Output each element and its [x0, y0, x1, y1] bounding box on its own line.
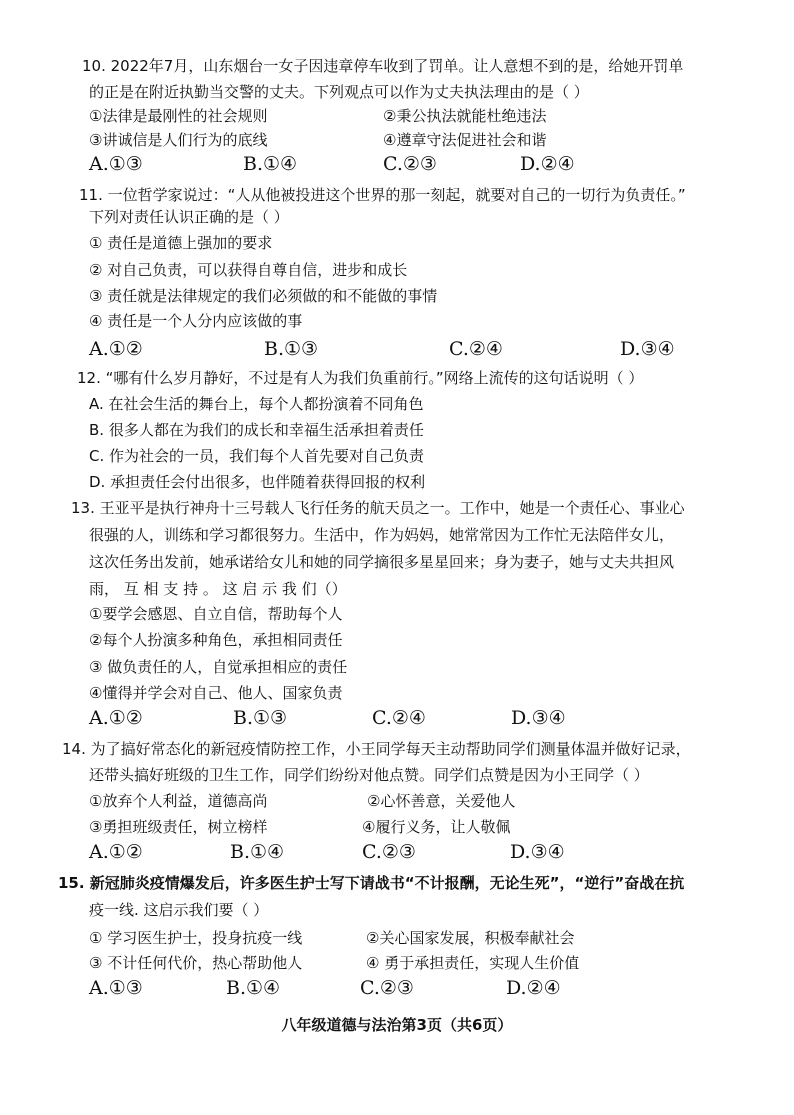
- q15-statement-4: ④ 勇于承担责任，实现人生价值: [366, 954, 580, 972]
- q14-statement-1: ①放弃个人利益，道德高尚: [89, 792, 268, 810]
- q10-stem-line2: 的正是在附近执勤当交警的丈夫。下列观点可以作为丈夫执法理由的是（ ）: [89, 83, 589, 101]
- q11-option-c[interactable]: C.②④: [449, 338, 503, 360]
- q10-statement-1: ①法律是最刚性的社会规则: [89, 107, 268, 125]
- q11-option-d[interactable]: D.③④: [620, 338, 675, 360]
- q13-stem-line2: 很强的人，训练和学习都很努力。生活中，作为妈妈，她常常因为工作忙无法陪伴女儿，: [89, 526, 675, 544]
- q10-option-d[interactable]: D.②④: [520, 153, 575, 175]
- q15-option-c[interactable]: C.②③: [360, 977, 414, 999]
- q13-statement-2: ②每个人扮演多种角色，承担相同责任: [89, 631, 343, 649]
- q12-stem-line1: 12. “哪有什么岁月静好，不过是有人为我们负重前行。”网络上流传的这句话说明（ ）: [77, 369, 644, 387]
- q13-option-b[interactable]: B.①③: [233, 707, 288, 729]
- q15-option-d[interactable]: D.②④: [506, 977, 561, 999]
- q13-stem-line1: 13. 王亚平是执行神舟十三号载人飞行任务的航天员之一。工作中，她是一个责任心、事业心: [71, 499, 685, 517]
- q13-option-d[interactable]: D.③④: [511, 707, 566, 729]
- q13-statement-1: ①要学会感恩、自立自信，帮助每个人: [89, 605, 343, 623]
- q12-option-d[interactable]: D. 承担责任会付出很多，也伴随着获得回报的权利: [89, 473, 426, 491]
- q10-option-b[interactable]: B.①④: [243, 153, 298, 175]
- q11-stem-line1: 11. 一位哲学家说过：“人从他被投进这个世界的那一刻起，就要对自己的一切行为负责任。”: [79, 186, 686, 204]
- q11-stem-line2: 下列对责任认识正确的是（ ）: [89, 208, 289, 226]
- q10-statement-4: ④遵章守法促进社会和谐: [383, 131, 547, 149]
- q15-statement-3: ③ 不计任何代价，热心帮助他人: [89, 954, 303, 972]
- q13-statement-3: ③ 做负责任的人，自觉承担相应的责任: [89, 658, 348, 676]
- q14-option-c[interactable]: C.②③: [362, 841, 416, 863]
- q12-option-c[interactable]: C. 作为社会的一员，我们每个人首先要对自己负责: [89, 447, 425, 465]
- q12-option-b[interactable]: B. 很多人都在为我们的成长和幸福生活承担着责任: [89, 421, 424, 439]
- q11-statement-3: ③ 责任就是法律规定的我们必须做的和不能做的事情: [89, 287, 438, 305]
- q12-option-a[interactable]: A. 在社会生活的舞台上，每个人都扮演着不同角色: [89, 395, 424, 413]
- page-footer: 八年级道德与法治第3页（共6页）: [281, 1016, 513, 1034]
- q14-statement-3: ③勇担班级责任，树立榜样: [89, 818, 268, 836]
- q15-option-a[interactable]: A.①③: [89, 977, 143, 999]
- q14-option-b[interactable]: B.①④: [230, 841, 285, 863]
- q11-statement-1: ① 责任是道德上强加的要求: [89, 234, 273, 252]
- q14-option-d[interactable]: D.③④: [510, 841, 565, 863]
- q14-option-a[interactable]: A.①②: [89, 841, 143, 863]
- q15-stem-line2: 疫一线. 这启示我们要（ ）: [89, 901, 269, 919]
- q15-option-b[interactable]: B.①④: [226, 977, 281, 999]
- q11-statement-2: ② 对自己负责，可以获得自尊自信，进步和成长: [89, 261, 408, 279]
- q13-stem-line3: 这次任务出发前，她承诺给女儿和她的同学摘很多星星回来；身为妻子，她与丈夫共担风: [89, 553, 675, 571]
- q13-stem-line4: 雨， 互 相 支 持 。 这 启 示 我 们（）: [89, 580, 347, 598]
- q11-option-a[interactable]: A.①②: [89, 338, 143, 360]
- q10-stem-line1: 10. 2022年7月，山东烟台一女子因违章停车收到了罚单。让人意想不到的是，给她开罚单: [82, 57, 684, 75]
- q15-statement-1: ① 学习医生护士，投身抗疫一线: [89, 929, 303, 947]
- q14-statement-2: ②心怀善意，关爱他人: [367, 792, 516, 810]
- q15-stem-line1: 15. 新冠肺炎疫情爆发后，许多医生护士写下请战书“不计报酬，无论生死”，“逆行”奋战在抗: [58, 874, 685, 892]
- q15-statement-2: ②关心国家发展，积极奉献社会: [366, 929, 575, 947]
- q14-statement-4: ④履行义务，让人敬佩: [362, 818, 511, 836]
- q13-option-a[interactable]: A.①②: [89, 707, 143, 729]
- q14-stem-line2: 还带头搞好班级的卫生工作，同学们纷纷对他点赞。同学们点赞是因为小王同学（ ）: [89, 766, 649, 784]
- q10-statement-2: ②秉公执法就能杜绝违法: [383, 107, 547, 125]
- q10-statement-3: ③讲诚信是人们行为的底线: [89, 131, 268, 149]
- q14-stem-line1: 14. 为了搞好常态化的新冠疫情防控工作，小王同学每天主动帮助同学们测量体温并做好记录，: [62, 740, 691, 758]
- q11-option-b[interactable]: B.①③: [264, 338, 319, 360]
- q10-option-c[interactable]: C.②③: [383, 153, 437, 175]
- q13-statement-4: ④懂得并学会对自己、他人、国家负责: [89, 684, 343, 702]
- q10-option-a[interactable]: A.①③: [89, 153, 143, 175]
- q13-option-c[interactable]: C.②④: [372, 707, 426, 729]
- q11-statement-4: ④ 责任是一个人分内应该做的事: [89, 312, 303, 330]
